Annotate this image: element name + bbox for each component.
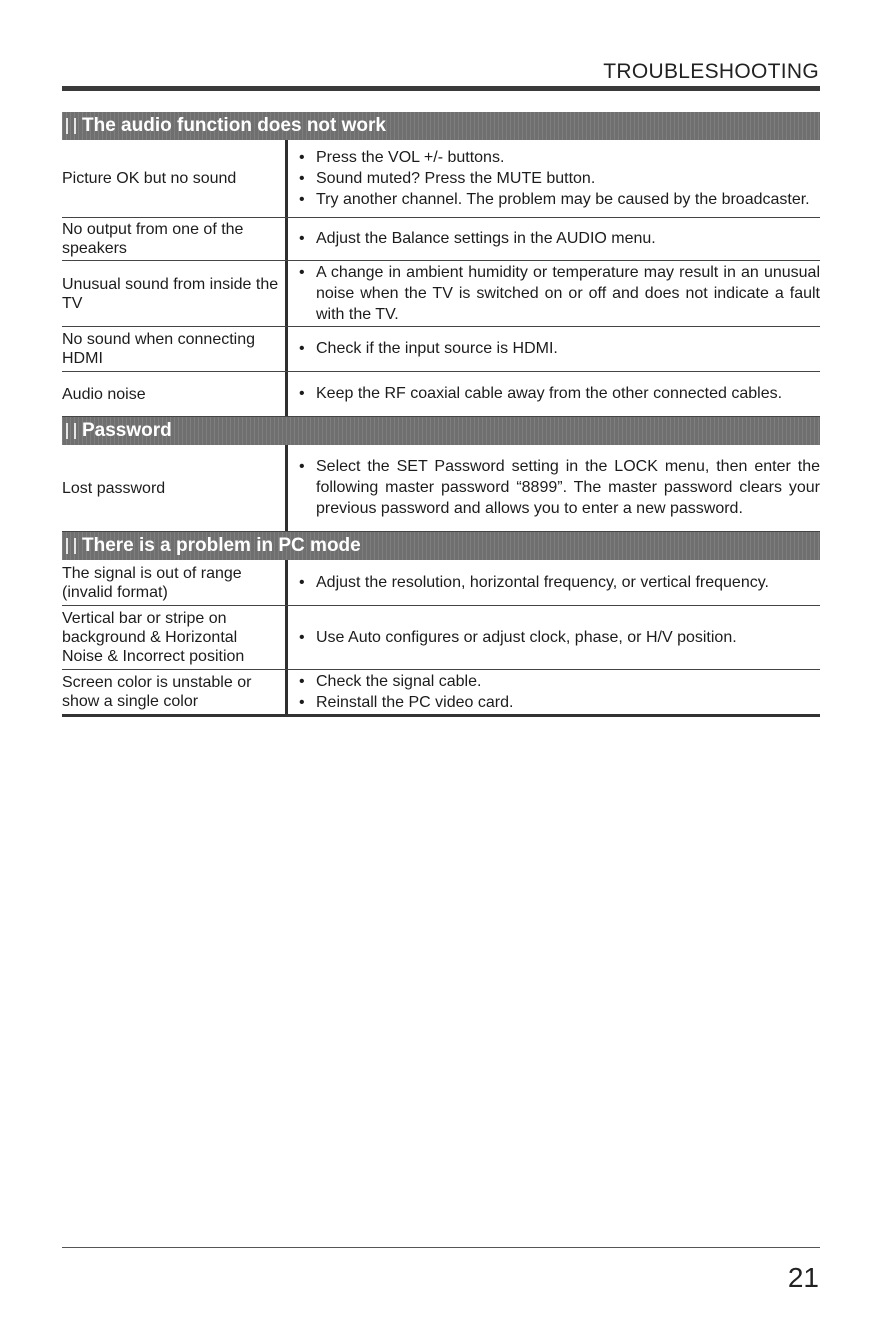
troubleshooting-table [62,112,820,717]
problem-cell: Screen color is unstable or show a single color [62,670,288,714]
solution-cell [288,445,820,531]
table-row [62,218,820,261]
solution-item: • Check the signal cable. [296,671,820,692]
page-number: 21 [787,1262,819,1293]
solution-cell [288,372,820,416]
solution-item: • Adjust the resolution, horizontal frequency, or vertical frequency. [296,572,820,593]
section-marker-icon [66,538,76,554]
problem-cell: Lost password [62,445,288,531]
section-header-password [62,417,820,445]
page-header-title: TROUBLESHOOTING [603,60,819,83]
solution-item: • Use Auto configures or adjust clock, phase, or H/V position. [296,627,820,648]
problem-cell: No output from one of the speakers [62,218,288,260]
table-row [62,327,820,372]
problem-cell: Audio noise [62,372,288,416]
problem-cell: Picture OK but no sound [62,140,288,217]
section-header-audio [62,112,820,140]
problem-cell: The signal is out of range (invalid format) [62,560,288,605]
solution-cell [288,218,820,260]
table-row [62,560,820,606]
solution-cell [288,560,820,605]
solution-cell [288,606,820,669]
section-header-pc-mode [62,532,820,560]
solution-cell [288,261,820,326]
solution-item: • A change in ambient humidity or temperature may result in an unusual noise when the TV is switched on or off and does not indicate a fault with the TV. [296,262,820,325]
table-row [62,445,820,532]
table-row [62,670,820,717]
solution-cell [288,670,820,714]
section-title: There is a problem in PC mode [82,535,361,556]
solution-item: • Sound muted? Press the MUTE button. [296,168,820,189]
solution-item: • Reinstall the PC video card. [296,692,820,713]
problem-cell: Unusual sound from inside the TV [62,261,288,326]
problem-cell: No sound when connecting HDMI [62,327,288,371]
solution-item: • Keep the RF coaxial cable away from the other connected cables. [296,383,820,404]
section-marker-icon [66,423,76,439]
table-row [62,606,820,670]
solution-cell [288,140,820,217]
solution-item: • Try another channel. The problem may be caused by the broadcaster. [296,189,820,210]
header-rule [62,86,820,91]
solution-item: • Select the SET Password setting in the LOCK menu, then enter the following master password “8899”. The master password clears your previous password and allows you to enter a new password. [296,456,820,519]
solution-cell [288,327,820,371]
section-title: Password [82,420,172,441]
solution-item: • Press the VOL +/- buttons. [296,147,820,168]
footer-rule [62,1247,820,1248]
solution-item: • Adjust the Balance settings in the AUDIO menu. [296,228,820,249]
table-row [62,372,820,417]
table-row [62,261,820,327]
table-row [62,140,820,218]
section-marker-icon [66,118,76,134]
solution-item: • Check if the input source is HDMI. [296,338,820,359]
section-title: The audio function does not work [82,115,386,136]
problem-cell: Vertical bar or stripe on background & Horizontal Noise & Incorrect position [62,606,288,669]
